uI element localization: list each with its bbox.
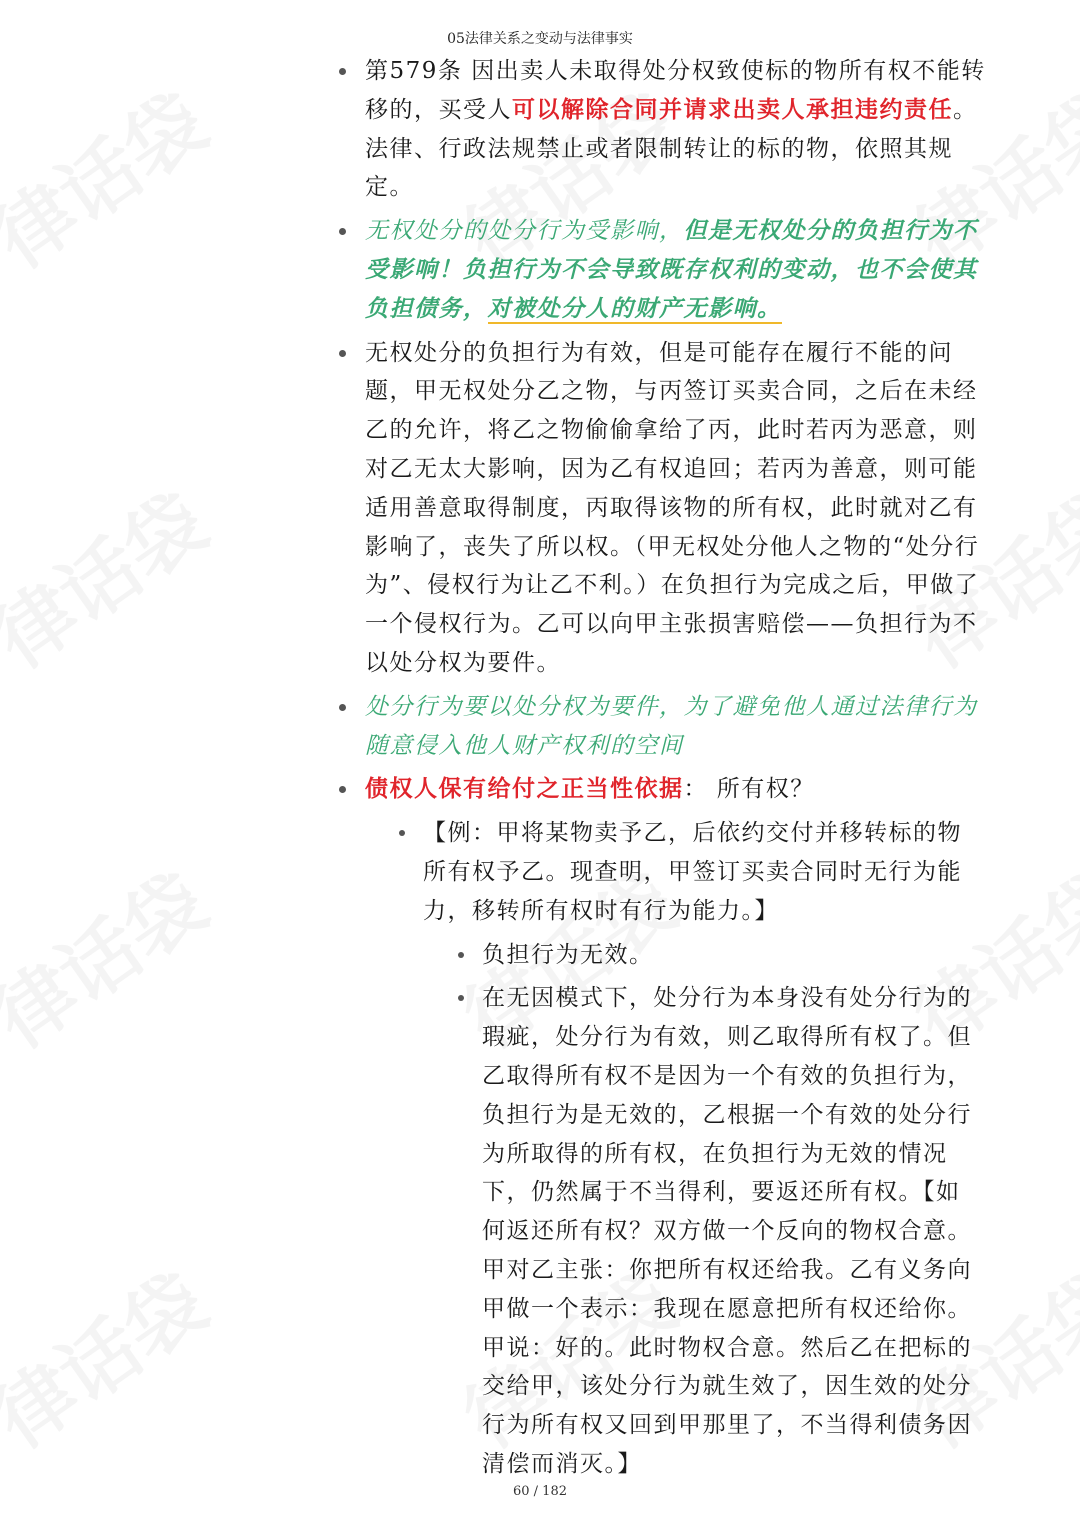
bullet-dot bbox=[339, 68, 346, 75]
underlined-green-text: 对被处分人的财产无影响。 bbox=[487, 294, 782, 322]
page-header: 05法律关系之变动与法律事实 bbox=[447, 31, 633, 47]
invalid-text: 负担行为无效。 bbox=[482, 941, 654, 968]
page-number: 60 / 182 bbox=[513, 1484, 567, 1499]
bullet-dot bbox=[339, 228, 346, 235]
green-italic-text: 处分行为要以处分权为要件，为了避免他人通过法律行为随意侵入他人财产权利的空间 bbox=[365, 693, 978, 759]
creditor-basis-tail: ： 所有权？ bbox=[683, 776, 815, 803]
bullet-dot bbox=[458, 995, 464, 1001]
sub-bullet-example bbox=[423, 814, 983, 930]
bullet-dot bbox=[339, 350, 346, 357]
example-text: 【例：甲将某物卖予乙，后依约交付并移转标的物所有权予乙。现查明，甲签订买卖合同时无行为能力，移转所有权时有行为能力。】 bbox=[423, 820, 962, 924]
article-579-tail: 。法律、行政法规禁止或者限制转让的标的物，依照其规定。 bbox=[365, 96, 978, 201]
sub-sub-bullet-invalid bbox=[482, 936, 982, 975]
abstraction-text: 在无因模式下，处分行为本身没有处分行为的瑕疵，处分行为有效，则乙取得所有权了。但乙取得所有权不是因为一个有效的负担行为，负担行为是无效的，乙根据一个有效的处分行为所取得的所有权，在负担行为无效的情况下，仍然属于不当得利，要返还所有权。【如何返还所有权？双方做一个反向的物权合意。甲对乙主张：你把所有权还给我。乙有义务向甲做一个表示：我现在愿意把所有权还给你。甲说：好的。此时物权合意。然后乙在把标的交给甲，该处分行为就生效了，因生效的处分行为所有权又回到甲那里了，不当得利债务因清偿而消灭。】 bbox=[482, 985, 972, 1477]
bullet-item-creditor-basis bbox=[365, 770, 987, 809]
bullet-dot bbox=[339, 786, 346, 793]
highlight-red-text: 债权人保有给付之正当性依据 bbox=[365, 775, 684, 803]
green-italic-text: 无权处分的处分行为受影响， bbox=[365, 218, 684, 245]
obligation-act-text: 无权处分的负担行为有效，但是可能存在履行不能的问题，甲无权处分乙之物，与丙签订买卖合同，之后在未经乙的允许，将乙之物偷偷拿给了丙，此时若丙为恶意，则对乙无太大影响，因为乙有权追回；若丙为善意，则可能适用善意取得制度，丙取得该物的所有权，此时就对乙有影响了，丧失了所以权。（甲无权处分他人之物的“处分行为”、侵权行为让乙不利。）在负担行为完成之后，甲做了一个侵权行为。乙可以向甲主张损害赔偿——负担行为不以处分权为要件。 bbox=[365, 339, 980, 676]
bullet-item-disposal-right bbox=[365, 688, 987, 766]
bullet-dot bbox=[339, 704, 346, 711]
highlight-red-text: 可以解除合同并请求出卖人承担违约责任 bbox=[512, 95, 953, 123]
bullet-item-obligation-act bbox=[365, 334, 987, 683]
bullet-dot bbox=[458, 952, 464, 958]
document-body bbox=[0, 52, 1080, 1484]
green-bold-text: 但是无权处分的负担行为不受影响！负担行为不会导致既存权利的变动，也不会使其负担债务， bbox=[365, 217, 978, 322]
sub-sub-bullet-abstraction bbox=[482, 979, 982, 1483]
bullet-item-unauthorized-disposal bbox=[365, 212, 987, 328]
article-579-text: 第579条 因出卖人未取得处分权致使标的物所有权不能转移的，买受人 bbox=[365, 58, 986, 123]
bullet-item-article-579 bbox=[365, 52, 987, 207]
bullet-dot bbox=[399, 830, 405, 836]
